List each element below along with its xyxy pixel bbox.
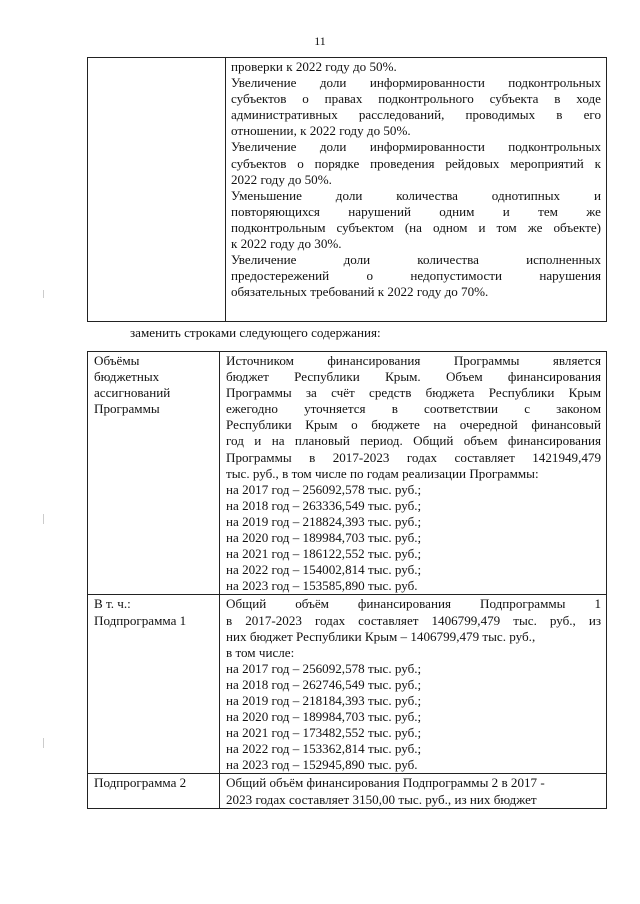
empty-label-cell: [88, 58, 226, 322]
funding-table: [87, 351, 607, 809]
text-line: Общий объём финансирования Подпрограммы 1: [226, 596, 601, 612]
year-amount: на 2022 год – 153362,814 тыс. руб.;: [226, 741, 422, 757]
text-line: Общий объём финансирования Подпрограммы 2 в 2017 -: [226, 775, 545, 791]
year-amount: на 2021 год – 186122,552 тыс. руб.;: [226, 546, 422, 562]
objectives-continuation-table: [87, 57, 607, 322]
text-line: административных расследований, проводимых в его: [231, 107, 601, 123]
text-line: Увеличение доли информированности подконтрольных: [231, 139, 601, 155]
text-line: подконтрольным субъектом (на одном и том же объекте): [231, 219, 601, 235]
text-line: повторяющихся нарушений одним и тем же: [231, 203, 601, 219]
year-amount: на 2019 год – 218184,393 тыс. руб.;: [226, 692, 422, 708]
text-line: ежегодно уточняется в соответствии с законом: [226, 401, 601, 417]
label-line: Программы: [94, 401, 160, 417]
label-line: бюджетных: [94, 369, 160, 385]
subprogram1-text-cell: [220, 595, 607, 774]
text-line: Республики Крым о бюджете на очередной финансовый: [226, 417, 601, 433]
text-line: Увеличение доли количества исполненных: [231, 252, 601, 268]
subprogram2-text-cell: [220, 774, 607, 808]
text-line: них бюджет Республики Крым – 1406799,479 тыс. руб.,: [226, 628, 536, 644]
text-line: год и на плановый период. Общий объем финансирования: [226, 433, 601, 449]
year-amount: на 2018 год – 262746,549 тыс. руб.;: [226, 676, 422, 692]
text-line: обязательных требований к 2022 году до 70%.: [231, 284, 489, 300]
subprogram2-label-cell: [88, 774, 220, 808]
label-line: Объёмы: [94, 353, 140, 368]
text-line: субъектов о порядке проведения рейдовых мероприятий к: [231, 155, 601, 171]
page-number: 11: [314, 34, 326, 48]
text-line: Программы за счёт средств бюджета Республики Крым: [226, 385, 601, 401]
scan-mark: [43, 738, 44, 748]
label-line: В т. ч.:: [94, 596, 131, 612]
text-line: проверки к 2022 году до 50%.: [231, 59, 397, 74]
year-amount: на 2018 год – 263336,549 тыс. руб.;: [226, 497, 422, 513]
objectives-text-cell: [226, 58, 607, 322]
text-line: Программы в 2017-2023 годах составляет 1421949,479: [226, 449, 601, 465]
text-line: отношении, к 2022 году до 50%.: [231, 123, 411, 139]
scan-mark: [43, 514, 44, 524]
text-line: к 2022 году до 30%.: [231, 236, 342, 252]
year-amount: на 2019 год – 218824,393 тыс. руб.;: [226, 513, 422, 529]
table-row: [88, 595, 607, 774]
text-line: Уменьшение доли количества однотипных и: [231, 187, 601, 203]
text-line: 2023 годах составляет 3150,00 тыс. руб., из них бюджет: [226, 791, 537, 807]
replace-instruction: заменить строками следующего содержания:: [130, 325, 381, 340]
year-amount: на 2023 год – 153585,890 тыс. руб.: [226, 578, 418, 594]
text-line: Источником финансирования Программы является: [226, 353, 601, 368]
year-amount: на 2017 год – 256092,578 тыс. руб.;: [226, 660, 422, 676]
text-line: 2022 году до 50%.: [231, 171, 332, 187]
text-line: тыс. руб., в том числе по годам реализации Программы:: [226, 465, 539, 481]
label-line: Подпрограмма 2: [94, 775, 187, 791]
label-line: Подпрограмма 1: [94, 612, 187, 628]
table-row: [88, 58, 607, 322]
year-amount: на 2020 год – 189984,703 тыс. руб.;: [226, 709, 422, 725]
text-line: предостережений о недопустимости нарушения: [231, 268, 601, 284]
table-row: [88, 774, 607, 808]
year-amount: на 2023 год – 152945,890 тыс. руб.: [226, 757, 418, 773]
table-row: [88, 352, 607, 595]
funding-text-cell: [220, 352, 607, 595]
year-amount: на 2020 год – 189984,703 тыс. руб.;: [226, 530, 422, 546]
year-amount: на 2017 год – 256092,578 тыс. руб.;: [226, 481, 422, 497]
text-line: в 2017-2023 годах составляет 1406799,479 тыс. руб., из: [226, 612, 601, 628]
text-line: Увеличение доли информированности подконтрольных: [231, 75, 601, 91]
funding-label-cell: [88, 352, 220, 595]
scan-mark: [43, 290, 44, 298]
year-amount: на 2021 год – 173482,552 тыс. руб.;: [226, 725, 422, 741]
text-line: субъектов о правах подконтрольного субъекта в ходе: [231, 91, 601, 107]
text-line: бюджет Республики Крым. Объем финансирования: [226, 369, 601, 385]
text-line: в том числе:: [226, 644, 295, 660]
label-line: ассигнований: [94, 385, 171, 401]
year-amount: на 2022 год – 154002,814 тыс. руб.;: [226, 562, 422, 578]
subprogram1-label-cell: [88, 595, 220, 774]
